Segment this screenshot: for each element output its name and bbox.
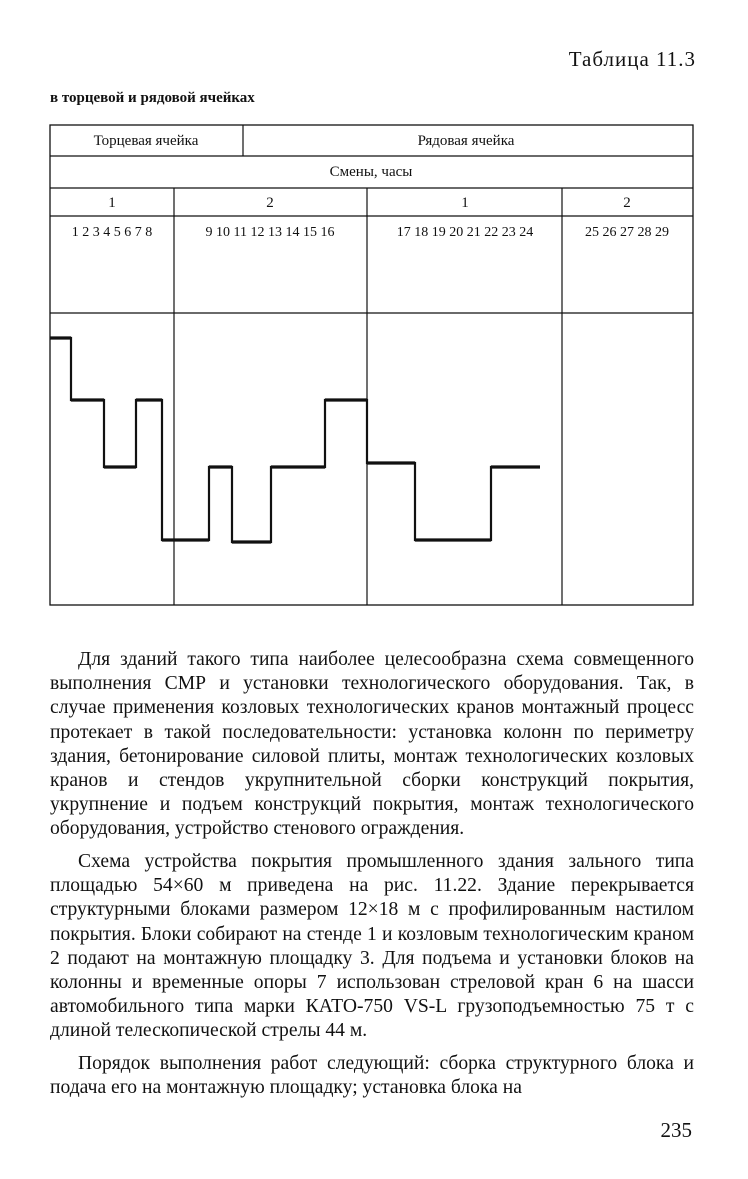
paragraph: Порядок выполнения работ следующий: сборка структурного блока и подача его на монтажную площадку; установка блока на <box>50 1053 694 1099</box>
paragraph: Для зданий такого типа наиболее целесообразна схема совмещенного выполнения СМР и установки технологического оборудования. Так, в случае применения козловых технологических кранов монтажный процесс протекает в такой последовательности: установка колонн по периметру здания, бетонирование силовой плиты, монтаж технологических козловых кранов и стендов укрупнительной сборки конструкций покрытия, укрупнение и подъем конструкций покрытия, монтаж технологического оборудования, устройство стенового ограждения. <box>50 649 694 840</box>
table-label: Таблица 11.3 <box>568 47 696 71</box>
table-frame <box>50 125 693 605</box>
hour-group: 17 18 19 20 21 22 23 24 <box>396 225 534 240</box>
header-row-cell: Рядовая ячейка <box>417 133 515 149</box>
table-subheader: в торцевой и рядовой ячейках <box>50 90 255 106</box>
hour-group: 25 26 27 28 29 <box>585 225 669 240</box>
hour-group: 1 2 3 4 5 6 7 8 <box>71 225 153 240</box>
shift-label: 2 <box>266 195 274 211</box>
hour-group: 9 10 11 12 13 14 15 16 <box>205 225 335 240</box>
paragraph: Схема устройства покрытия промышленного здания зального типа площадью 54×60 м приведена на рис. 11.22. Здание перекрывается структурными блоками размером 12×18 м с профилированным настилом покрытия. Блоки собирают на стенде 1 и козловым технологическим краном 2 подают на монтажную площадку 3. Для подъема и установки блоков на колонны и временные опоры 7 использован стреловой кран 6 на шасси автомобильного типа марки КАТО-750 VS-L грузоподъемностью 75 т с длиной телескопической стрелы 44 м. <box>50 851 694 1042</box>
step-line <box>50 338 540 542</box>
workload-step-graph <box>50 338 540 542</box>
page-number: 235 <box>660 1118 692 1142</box>
shift-label: 2 <box>623 195 631 211</box>
shift-label: 1 <box>108 195 116 211</box>
shifts-header: Смены, часы <box>329 164 413 180</box>
shift-label: 1 <box>461 195 469 211</box>
header-end-cell: Торцевая ячейка <box>93 133 199 149</box>
